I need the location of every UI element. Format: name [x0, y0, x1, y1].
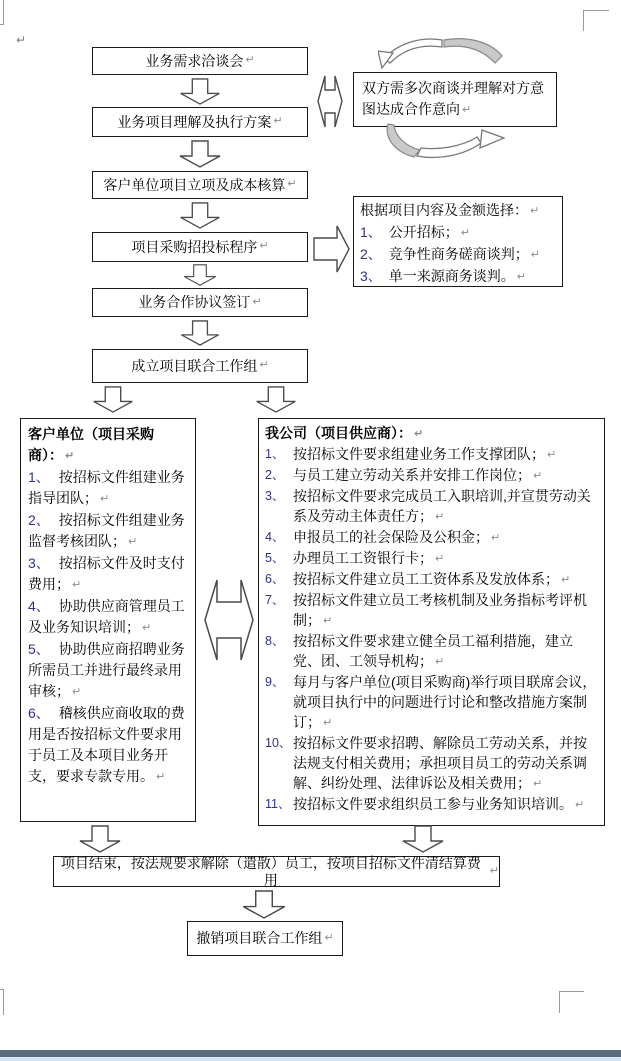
- flow-box-label: 项目采购招投标程序: [131, 238, 258, 255]
- crop-mark-top-left: [0, 24, 4, 25]
- return-mark: ↵: [460, 227, 471, 239]
- return-mark: ↵: [128, 536, 138, 548]
- list-number: 7、: [265, 593, 285, 607]
- list-number: 5、: [265, 551, 285, 565]
- return-mark: ↵: [414, 428, 424, 440]
- return-mark: ↵: [533, 778, 543, 790]
- note-box-negotiation: [353, 72, 557, 127]
- return-mark: ↵: [287, 178, 297, 191]
- supplier-duty-text: 办理员工工资银行卡； ↵: [293, 550, 445, 566]
- cycle-arrows-top: [378, 37, 508, 73]
- supplier-box-title-row: [265, 423, 598, 444]
- flow-box-label: 业务项目理解及执行方案: [117, 113, 272, 130]
- tender-option-text: 竞争性商务磋商谈判；: [388, 246, 529, 262]
- list-number: 9、: [265, 675, 285, 689]
- list-number: 4、: [28, 598, 50, 614]
- buyer-duty-item: [28, 639, 188, 703]
- return-mark: ↵: [530, 249, 541, 261]
- buyer-duty-item: [28, 703, 188, 788]
- buyer-duty-text: 协助供应商招聘业务所需员工并进行最终录用审核；: [28, 641, 185, 699]
- list-number: 1、: [360, 224, 382, 240]
- flow-box-project-approval: [92, 171, 308, 199]
- buyer-box-title-row: [28, 424, 188, 467]
- return-mark: ↵: [259, 240, 269, 253]
- flow-box-bidding-procedure: [92, 232, 308, 262]
- return-mark: ↵: [491, 532, 501, 544]
- supplier-duty-text: 按招标文件建立员工工资体系及发放体系； ↵: [293, 571, 571, 587]
- return-mark: ↵: [435, 656, 445, 668]
- tender-option: [360, 266, 556, 288]
- return-mark: ↵: [547, 449, 557, 461]
- list-number: 4、: [265, 530, 285, 544]
- crop-mark-bottom-right: [559, 991, 584, 992]
- flow-box-project-end: [53, 856, 500, 887]
- supplier-duty-text: 每月与客户单位(项目采购商)举行项目联席会议，就项目执行中的问题进行讨论和整改措施方案制订； ↵: [293, 674, 597, 730]
- buyer-duty-text: 稽核供应商收取的费用是否按招标文件要求用于员工及本项目业务开支，要求专款专用。: [28, 705, 185, 784]
- flow-box-joint-workgroup: [92, 349, 308, 383]
- return-mark: ↵: [575, 799, 585, 811]
- list-number: 2、: [360, 246, 382, 262]
- return-mark: ↵: [489, 864, 499, 877]
- buyer-box-title: 客户单位（项目采购商）：: [28, 426, 154, 463]
- down-arrow-fork-right: [255, 386, 297, 413]
- down-arrow-buyer-exit: [79, 824, 121, 854]
- flow-box-agreement-signing: [92, 288, 308, 317]
- crop-mark-top-left: [3, 0, 4, 25]
- supplier-duty-item: [265, 631, 598, 672]
- supplier-duty-text: 申报员工的社会保险及公积金； ↵: [293, 529, 501, 545]
- flow-box-label: 业务需求洽谈会: [145, 52, 244, 69]
- list-number: 3、: [265, 489, 285, 503]
- return-mark: ↵: [324, 931, 334, 944]
- list-number: 3、: [360, 268, 382, 284]
- supplier-duties-box: [258, 418, 605, 826]
- buyer-duty-text: 按招标文件组建业务指导团队；: [28, 469, 185, 506]
- flow-box-label: 撤销项目联合工作组: [196, 930, 323, 947]
- down-arrow: [179, 78, 221, 105]
- supplier-duty-item: [265, 444, 598, 465]
- supplier-duty-item: [265, 486, 598, 527]
- supplier-duty-item: [265, 590, 598, 631]
- return-mark: ↵: [72, 686, 82, 698]
- note-box-tender-options: [353, 196, 563, 287]
- down-arrow: [179, 202, 221, 229]
- list-number: 11、: [265, 797, 291, 811]
- supplier-duty-text: 按招标文件要求建立健全员工福利措施，建立党、团、工领导机构； ↵: [293, 633, 573, 669]
- supplier-duty-text: 按招标文件要求组建业务工作支撑团队； ↵: [293, 446, 557, 462]
- return-mark: ↵: [259, 359, 269, 372]
- return-mark: ↵: [516, 271, 527, 283]
- flow-box-dissolve-workgroup: [187, 921, 343, 956]
- cycle-arrows-bottom: [383, 123, 505, 159]
- buyer-duty-text: 按招标文件组建业务监督考核团队；: [28, 512, 185, 549]
- return-mark: ↵: [273, 115, 283, 128]
- return-mark: ↵: [245, 54, 255, 67]
- tender-option: [360, 222, 556, 244]
- crop-mark-top-right: [583, 10, 584, 31]
- list-number: 2、: [265, 468, 285, 482]
- return-mark: ↵: [530, 205, 540, 217]
- list-number: 2、: [28, 512, 50, 528]
- supplier-duty-item: [265, 527, 598, 548]
- return-mark: ↵: [435, 511, 445, 523]
- tender-note-title: 根据项目内容及金额选择：: [360, 202, 528, 218]
- buyer-duty-item: [28, 553, 188, 596]
- flow-box-demand-meeting: [92, 47, 308, 75]
- buyer-duty-item: [28, 510, 188, 553]
- flow-box-label: 客户单位项目立项及成本核算: [103, 176, 286, 193]
- left-right-arrow-large: [204, 579, 254, 661]
- note-text: 双方需多次商谈并理解对方意图达成合作意向: [362, 80, 544, 117]
- buyer-duty-text: 协助供应商管理员工及业务知识培训；: [28, 598, 185, 635]
- flow-box-understanding-plan: [92, 107, 308, 137]
- flow-box-label: 项目结束，按法规要求解除（遣散）员工，按项目招标文件清结算费用: [60, 854, 481, 888]
- buyer-duty-item: [28, 467, 188, 510]
- return-mark: ↵: [462, 104, 472, 116]
- return-mark: ↵: [561, 574, 571, 586]
- return-mark: ↵: [435, 553, 445, 565]
- supplier-duty-item: [265, 465, 598, 486]
- crop-mark-bottom-right: [559, 991, 560, 1013]
- buyer-duty-item: [28, 596, 188, 639]
- tender-option: [360, 244, 556, 266]
- crop-mark-top-right: [583, 10, 609, 11]
- supplier-duty-item: [265, 794, 598, 815]
- return-mark: ↵: [533, 470, 543, 482]
- right-arrow: [313, 225, 350, 273]
- supplier-box-title: 我公司（项目供应商）：: [265, 425, 412, 441]
- list-number: 3、: [28, 555, 50, 571]
- list-number: 8、: [265, 634, 285, 648]
- supplier-duty-text: 与员工建立劳动关系并安排工作岗位； ↵: [293, 467, 543, 483]
- list-number: 1、: [265, 447, 285, 461]
- return-mark: ↵: [65, 450, 75, 462]
- left-right-arrow-small: [317, 75, 343, 128]
- supplier-duty-text: 按招标文件建立员工考核机制及业务指标考评机制； ↵: [293, 592, 587, 628]
- buyer-duties-box: [20, 418, 196, 822]
- down-arrow-fork-left: [92, 386, 134, 413]
- buyer-duty-text: 按招标文件及时支付费用；: [28, 555, 185, 592]
- list-number: 6、: [28, 705, 50, 721]
- down-arrow: [179, 264, 221, 286]
- list-number: 6、: [265, 572, 285, 586]
- window-bottom-strip: [0, 1057, 621, 1061]
- supplier-duty-text: 按招标文件要求完成员工入职培训,并宣贯劳动关系及劳动主体责任方； ↵: [293, 488, 591, 524]
- down-arrow: [179, 140, 221, 168]
- return-mark: ↵: [252, 295, 262, 308]
- paragraph-mark: ↵: [16, 33, 27, 47]
- supplier-duty-text: 按招标文件要求组织员工参与业务知识培训。 ↵: [293, 796, 585, 812]
- return-mark: ↵: [72, 579, 82, 591]
- list-number: 1、: [28, 469, 50, 485]
- supplier-duty-item: [265, 733, 598, 794]
- tender-note-title-row: [360, 200, 556, 222]
- return-mark: ↵: [142, 622, 152, 634]
- return-mark: ↵: [100, 493, 110, 505]
- return-mark: ↵: [323, 717, 333, 729]
- tender-option-text: 单一来源商务谈判。: [388, 268, 515, 284]
- down-arrow-final: [240, 890, 288, 919]
- return-mark: ↵: [156, 771, 166, 783]
- down-arrow-supplier-exit: [402, 824, 444, 854]
- list-number: 10、: [265, 736, 292, 750]
- flow-box-label: 成立项目联合工作组: [131, 357, 258, 374]
- crop-mark-bottom-left: [0, 989, 4, 990]
- list-number: 5、: [28, 641, 50, 657]
- window-bottom-bar: [0, 1050, 621, 1057]
- supplier-duty-item: [265, 548, 598, 569]
- return-mark: ↵: [323, 615, 333, 627]
- flow-box-label: 业务合作协议签订: [138, 294, 251, 311]
- down-arrow: [179, 320, 221, 346]
- supplier-duty-item: [265, 672, 598, 733]
- supplier-duty-item: [265, 569, 598, 590]
- crop-mark-bottom-left: [3, 989, 4, 1015]
- tender-option-text: 公开招标；: [388, 224, 459, 240]
- supplier-duty-text: 按招标文件要求招聘、解除员工劳动关系，并按法规支付相关费用；承担项目员工的劳动关系调解、纠纷处理、法律诉讼及相关费用； ↵: [293, 735, 587, 791]
